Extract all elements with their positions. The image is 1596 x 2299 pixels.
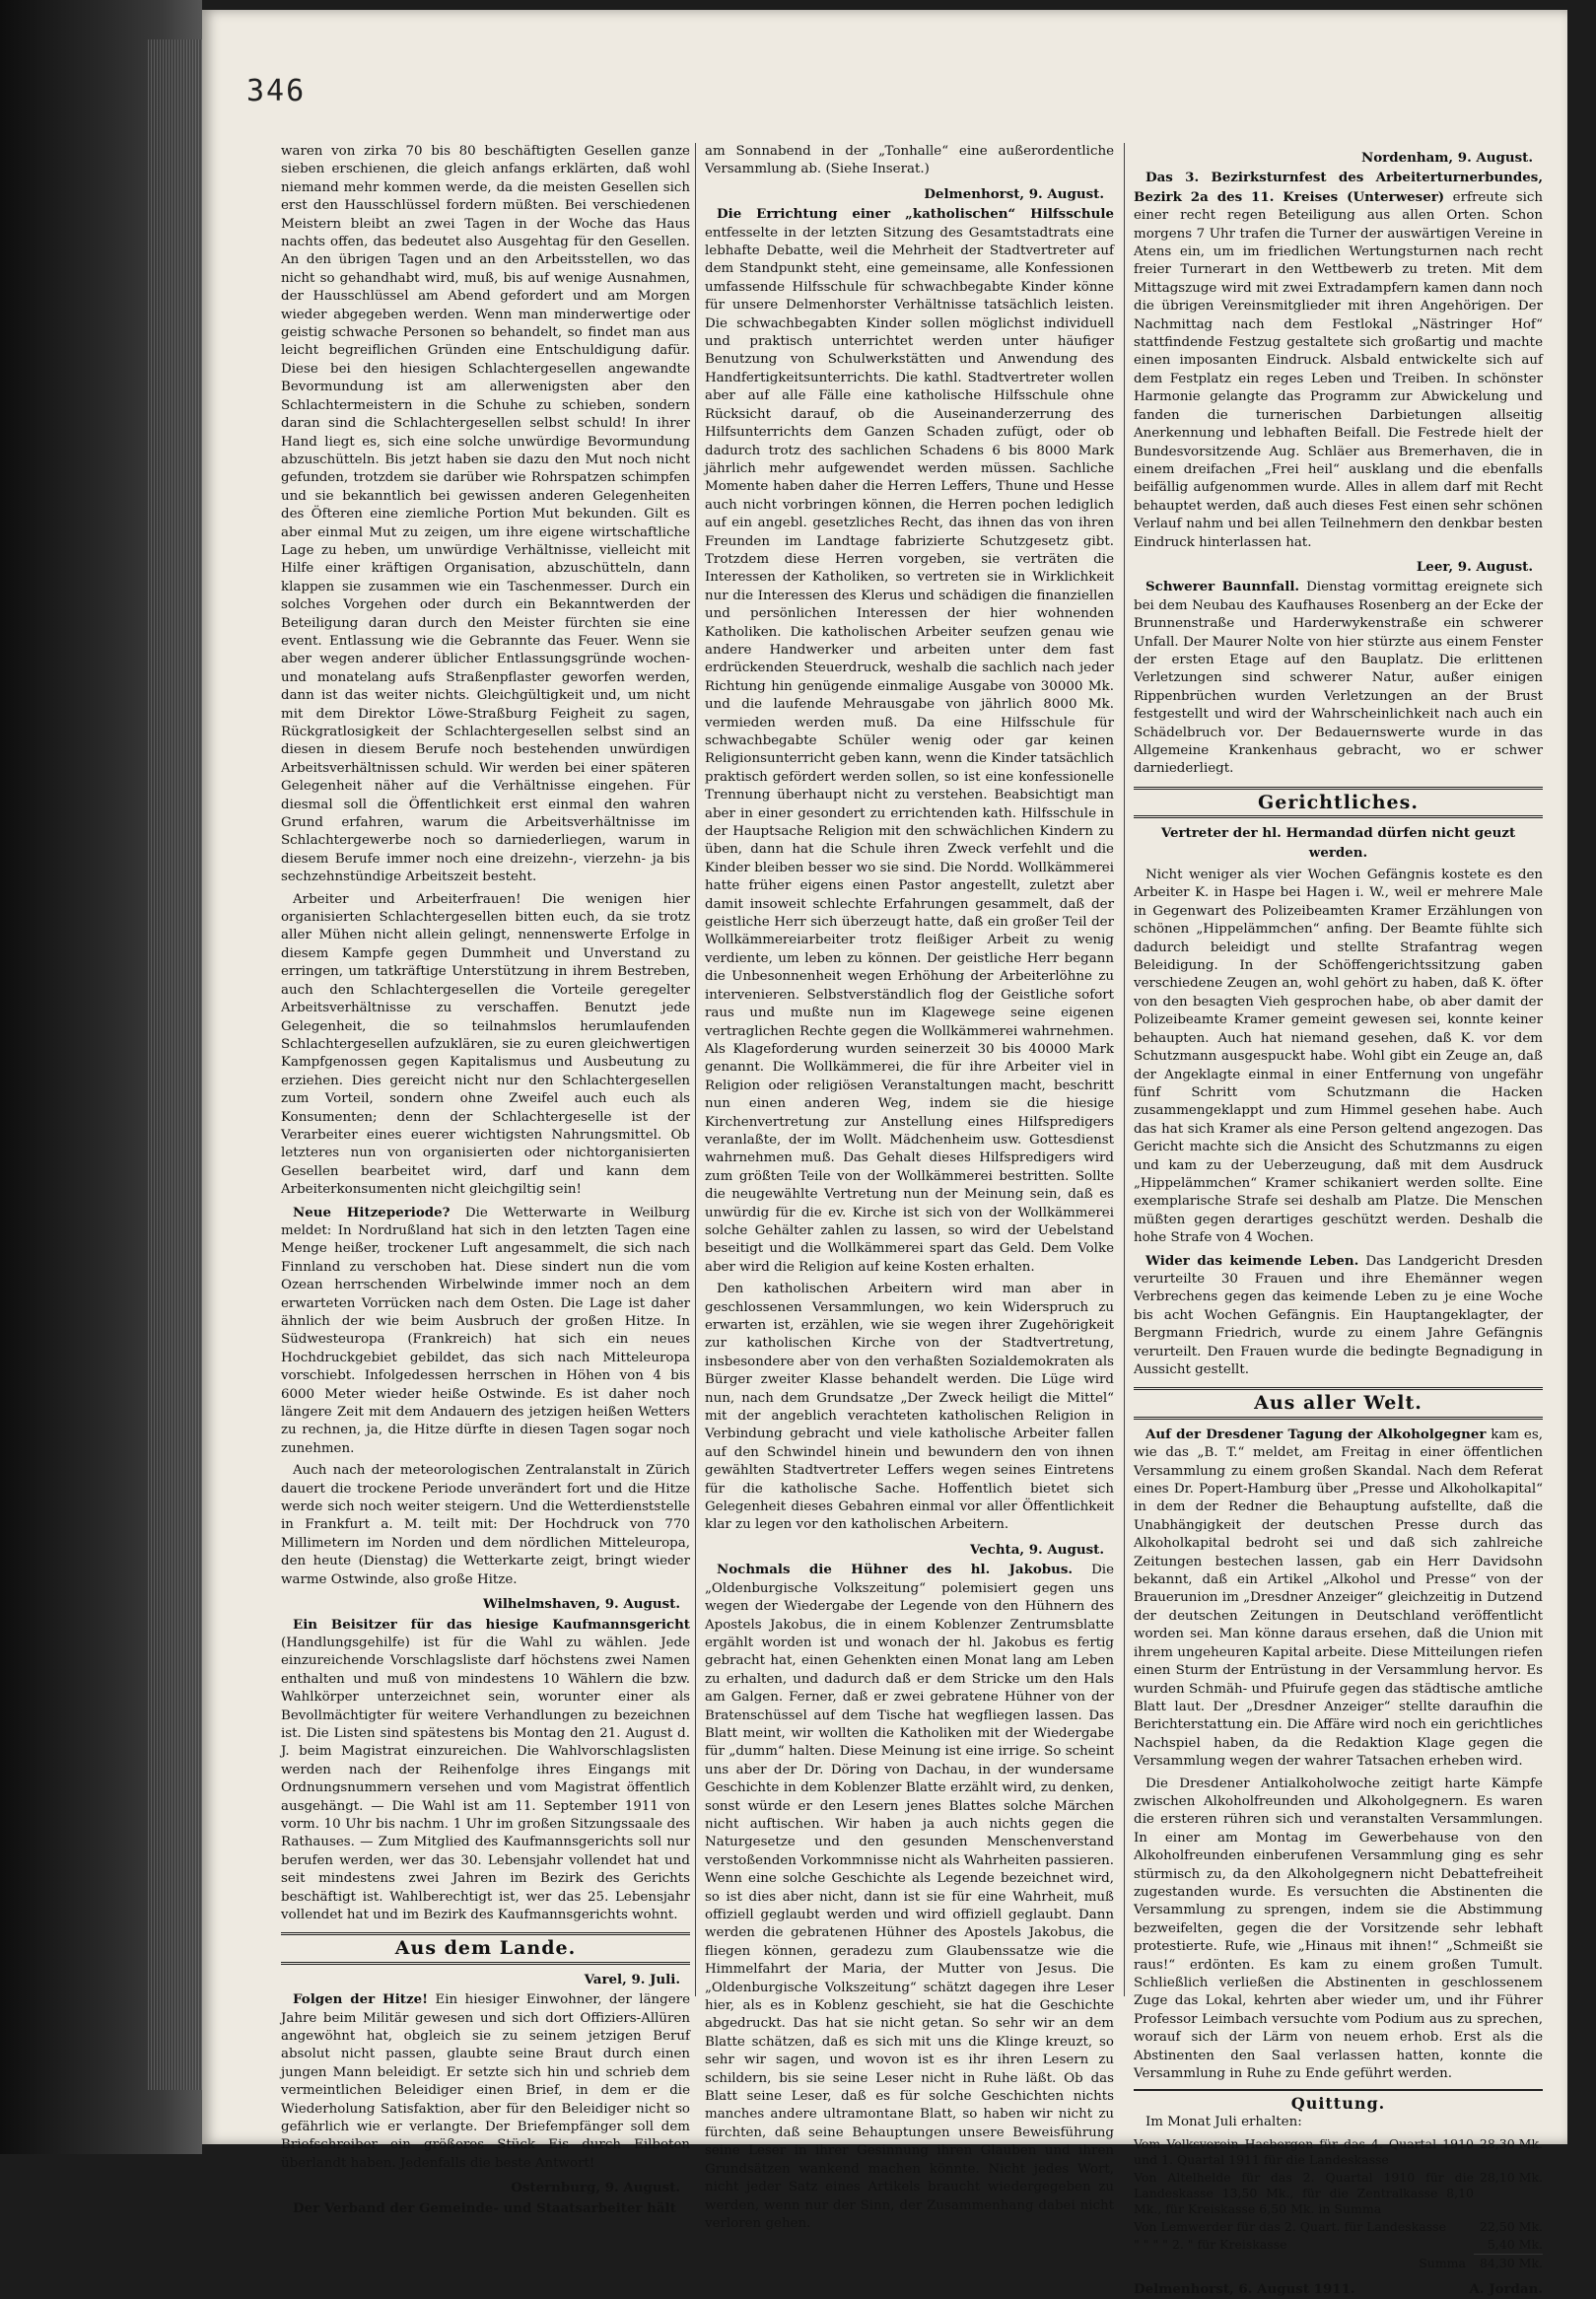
article-heading: Auf der Dresdener Tagung der Alkoholgegner (1145, 1426, 1487, 1442)
receipt-table (1134, 2135, 1543, 2272)
section-heading: Aus aller Welt. (1134, 1387, 1543, 1419)
page-number: 346 (246, 74, 307, 108)
dateline: Wilhelmshaven, 9. August. (482, 1596, 680, 1613)
article-text: Auch nach der meteorologischen Zentralanstalt in Zürich dauert die trockene Periode unverändert fort und die Hitze werde sich noch weiter steigern. Und die Wetterdienststelle in Frankfurt a. M. teilt mit: Der Hochdruck von 770 Millimetern im Norden und dem nördlichen Mitteleuropa, den heute (Dienstag) die Wetterkarte zeigt, bringt wieder warme Ostwinde, also große Hitze. (281, 1463, 690, 1587)
article-body: erfreute sich einer recht regen Beteiligung aus allen Orten. Schon morgens 7 Uhr trafen die Turner der auswärtigen Vereine in Atens ein, um im friedlichen Wertungsturnen nach recht freier Turnerart in den Wettbewerb zu treten. Mit dem Mittagszuge wird mit zwei Extradampfern kamen dann noch die übrigen Vereinsmitglieder mit ihren Angehörigen. Der Nachmittag nach dem Festlokal „Nästringer Hof“ stattfindende Festzug gestaltete sich großartig und machte einen imposanten Eindruck. Alsbald entwickelte sich auf dem Festplatz ein reges Leben und Treiben. In schönster Harmonie gelangte das Programm zur Abwickelung und fanden die turnerischen Darbietungen allseitig Anerkennung und lebhaften Beifall. Die Festrede hielt der Bundesvorsitzende Aug. Schläer aus Bremerhaven, die in einem dreifachen „Frei heil“ ausklang und die ebenfalls beifällig aufgenommen wurde. Alles in allem darf mit Recht behauptet werden, daß auch dieses Fest einen sehr schönen Verlauf nahm und bei allen Teilnehmern den denkbar besten Eindruck hinterlassen hat. (1134, 189, 1543, 550)
article-heading: Ein Beisitzer für das hiesige Kaufmannsgericht (293, 1616, 690, 1633)
article-text: Arbeiter und Arbeiterfrauen! Die wenigen hier organisierten Schlachtergesellen bitten euch, da sie trotz aller Mühen nicht allein gelingt, nennenswerte Erfolge in diesem Kampfe gegen Dummheit und Unverstand zu erringen, um tatkräftige Unterstützung in ihrem Bestreben, auch den Schlachtergesellen die Vorteile geregelter Arbeitsverhältnisse zu verschaffen. Benutzt jede Gelegenheit, die so teilnahmslos herumlaufenden Schlachtergesellen aufzuklären, sie zu euren gleichwertigen Kampfgenossen gegen Kapitalismus und Ausbeutung zu erziehen. Dies gereicht nicht nur den Schlachtergesellen zum Vorteil, sondern ohne Zweifel auch euch als Konsumenten; denn der Schlachtergeselle ist der Verarbeiter eines euerer wichtigsten Nahrungsmittel. Ob letzteres nun von organisierten oder nichtorganisierten Gesellen bearbeitet wird, darf und kann dem Arbeiterkonsumenten nicht gleichgiltig sein! (281, 891, 690, 1198)
article-body: Dienstag vormittag ereignete sich bei dem Neubau des Kaufhauses Rosenberg an der Ecke der Brunnenstraße und Harderwykenstraße ein schwerer Unfall. Der Maurer Nolte von hier stürzte aus einem Fenster der ersten Etage auf den Bauplatz. Die erlittenen Verletzungen sind schwerer Natur, außer einigen Rippenbrüchen wurden Verletzungen an der Brust festgestellt und wird der Wahrscheinlichkeit nach auch ein Schädelbruch vor. Der Bedauernswerte wurde in das Allgemeine Krankenhaus gebracht, wo er schwer darniederliegt. (1134, 580, 1544, 777)
article-body: entfesselte in der letzten Sitzung des Gesamtstadtrats eine lebhafte Debatte, weil die Mehrheit der Stadtvertreter auf dem Standpunkt steht, eine gemeinsame, alle Konfessionen umfassende Hilfsschule für schwachbegabte Kinder könne für unsere Delmenhorster Verhältnisse tatsächlich leisten. Die schwachbegabten Kinder sollen möglichst individuell und praktisch unterrichtet werden unter häufiger Benutzung von Schulwerkstätten und Anwendung des Handfertigkeitsunterrichts. Die kathl. Stadtvertreter wollen aber auf alle Fälle eine katholische Hilfsschule ohne Rücksicht darauf, ob die Auseinanderzerrung des Hilfsunterrichts dem Ganzen Schaden zufügt, oder ob dadurch trotz des sachlichen Schadens 6 bis 8000 Mark jährlich mehr aufgewendet werden müssen. Sachliche Momente haben daher die Herren Leffers, Thune und Hesse auch nicht vorbringen können, die Herren pochen lediglich auf ein angebl. gesetzliches Recht, das ihnen das von ihren Freunden im Landtage fabrizierte Schutzgesetz gibt. Trotzdem diese Herren vorgeben, sie verträten die Interessen der Katholiken, so vertreten sie in Wirklichkeit nur die Interessen des Klerus und schädigen die finanziellen und persönlichen Interessen der hier wohnenden Katholiken. Die katholischen Arbeiter seufzen genau wie andere Handwerker und arbeiten unter dem fast erdrückenden Steuerdruck, weshalb die sachlich nach jeder Richtung hin genügende einmalige Ausgabe von 30000 Mk. und die laufende Mehrausgabe von jährlich 8000 Mk. vermieden werden muß. Da eine Hilfsschule für schwachbegabte Schüler wenig oder gar keinen Religionsunterricht geben kann, wenn die Kinder tatsächlich praktisch gefördert werden sollen, so ist eine konfessionelle Trennung überhaupt nicht zu verstehen. Beabsichtigt man aber in einer gesondert zu errichtenden kath. Hilfsschule in der Hauptsache Religion mit den schwächlichen Kindern zu üben, dann hat die Schule ihren Zweck verfehlt und die Kinder bleiben besser wo sie sind. Die Nordd. Wollkämmerei hatte früher eigens einen Pastor angestellt, zuletzt aber damit insoweit schlechte Erfahrungen gesammelt, daß der geistliche Herr sich überzeugt hatte, daß ein großer Teil der Wollkämmereiarbeiter trotz fleißiger Arbeit zu wenig verdiente, um leben zu können. Der geistliche Herr begann die Unbesonnenheit wegen Erhöhung der Arbeiterlöhne zu intervenieren. Selbstverständlich flog der Geistliche sofort raus und mußte nun im Klagewege seine eigenen vertraglichen Rechte gegen die Wollkämmerei wahrnehmen. Als Klageforderung wurden seinerzeit 30 bis 40000 Mark genannt. Die Wollkämmerei, die für ihre Arbeiter viel in Religion oder religiösen Veranstaltungen macht, beschritt nun einen anderen Weg, indem sie die hiesige Kirchenvertretung zur Anstellung eines Hilfspredigers veranlaßte, der im Wollt. Mädchenheim usw. Gottesdienst wahrnehmen muß. Das Gehalt dieses Hilfspredigers wird zum größten Teile von der Wollkämmerei bestritten. Sollte die neugewählte Vertretung nun der Meinung sein, daß es unwürdig für die ev. Kirche ist sich von der Wollkämmerei solche Gehälter zahlen zu lassen, so wird der Uebelstand beseitigt und die Wollkämmerei spart das Geld. Dem Volke aber wird die Religion auf keine Kosten erhalten. (705, 225, 1114, 1275)
receipt-total-row (1134, 2255, 1543, 2273)
receipt-item: Von Altelhelde für das 2. Quartal 1910 für die Landeskasse 13,50 Mk., für die Zentralkasse 8,10 Mk., für Kreiskasse 6,50 Mk. in Summa (1134, 2170, 1474, 2217)
column-rule (1124, 143, 1125, 1996)
article-text: Den katholischen Arbeitern wird man aber in geschlossenen Versammlungen, wo kein Widerspruch zu erwarten ist, erzählen, wie sie wegen ihrer Zugehörigkeit zur katholischen Kirche von der Stadtvertretung, insbesondere aber von den verhaßten Sozialdemokraten als Bürger zweiter Klasse behandelt werden. Die Lüge wird nun, nach dem Grundsatze „Der Zweck heiligt die Mittel“ mit der angeblich verachteten katholischen Religion in Verbindung gebracht und viele katholische Arbeiter fallen auf den Schwindel hinein und bewundern den von ihnen gewählten Stadtvertreter Leffers wegen seines Eintretens für die katholische Sache. Hoffentlich bietet sich Gelegenheit dieses Gebahren einmal vor aller Öffentlichkeit klar zu legen vor den katholischen Arbeitern. (705, 1282, 1114, 1533)
receipt-item: Von Lemwerder für das 2. Quart. für Landeskasse (1134, 2219, 1446, 2235)
article-text (281, 1616, 690, 1925)
receipt-item: Vom Volksverein Hasbergen für das 4. Quartal 1910 und 1. Quartal 1911 für die Landeskasse (1134, 2136, 1474, 2168)
receipt-row (1134, 2169, 1543, 2218)
article-body: Die Wetterwarte in Weilburg meldet: In Nordrußland hat sich in den letzten Tagen eine Menge heißer, trockener Luft angesammelt, die sich nach Finnland zu verschoben hat. Diese sindert nun die vom Ozean herrschenden Wirbelwinde immer noch an dem erwarteten Vorrücken nach dem Osten. Die Lage ist daher ähnlich der wie beim Ausbruch der großen Hitze. In Südwesteuropa (Frankreich) hat sich ein neues Hochdruckgebiet gebildet, das sich nach Mitteleuropa vorschiebt. Infolgedessen herrschen in Höhen von 4 bis 6000 Meter wieder heiße Ostwinde. Es ist daher noch längere Zeit mit dem Andauern des jetzigen heißen Wetters zu rechnen, ja, die Hitze dürfte in diesen Tagen sogar noch zunehmen. (281, 1205, 690, 1456)
article-text (1134, 1426, 1543, 1772)
article-text (281, 2199, 690, 2218)
receipt-amount: 5,40 Mk. (1487, 2237, 1543, 2253)
article-heading: Der Verband der Gemeinde- und Staatsarbeiter hält (293, 2199, 676, 2216)
article-heading: Wider das keimende Leben. (1145, 1252, 1359, 1269)
article-heading: Schwerer Baunnfall. (1145, 579, 1300, 595)
dateline: Vechta, 9. August. (969, 1541, 1104, 1558)
receipt-item: " " " " 2. " für Kreiskasse (1134, 2237, 1287, 2253)
dateline: Nordenham, 9. August. (1361, 150, 1533, 166)
receipt-signatory: A. Jordan. (1469, 2281, 1543, 2298)
receipt-row (1134, 2135, 1543, 2169)
article-body: kam es, wie das „B. T.“ meldet, am Freitag in einer öffentlichen Versammlung zu einem großen Skandal. Nach dem Referat eines Dr. Popert-Hamburg über „Presse und Alkoholkapital“ in dem der Redner die Behauptung aufstellte, daß die Unabhängigkeit der deutschen Presse durch das Alkoholkapital bedroht sei und daß sich zahlreiche Zeitungen bestechen lassen, gab ein Herr Davidsohn bekannt, daß ein Artikel „Alkohol und Presse“ von der Brauerunion im „Dresdner Anzeiger“ gleichzeitig in Dutzend der deutschen Zeitungen in Deutschland veröffentlicht worden sei. Man könne daraus ersehen, daß die Union mit ihrem ungeheuren Kapital arbeite. Diese Mitteilungen riefen einen Sturm der Entrüstung in der Versammlung hervor. Es wurden Schmäh- und Pfuirufe gegen das städtische amtliche Blatt laut. Der „Dresdner Anzeiger“ stellte daraufhin die Berichterstattung ein. Die Affäre wird noch ein gerichtliches Nachspiel haben, da die Redaktion Klage gegen die Versammlung wegen der wahrer Tatsachen erheben wird. (1134, 1427, 1543, 1770)
section-heading: Gerichtliches. (1134, 787, 1543, 818)
receipt-intro: Im Monat Juli erhalten: (1145, 2114, 1302, 2129)
receipt-amount: 28,30 Mk. (1479, 2136, 1543, 2152)
article-text (705, 1561, 1114, 2233)
receipt-signature (1134, 2280, 1543, 2298)
article-text (281, 1990, 690, 2173)
column-2 (705, 143, 1114, 2237)
article-text: am Sonnabend in der „Tonhalle“ eine außerordentliche Versammlung ab. (Siehe Inserat.) (705, 144, 1114, 177)
article-text (705, 205, 1114, 1277)
receipt-amount: 22,50 Mk. (1479, 2219, 1543, 2235)
section-heading: Aus dem Lande. (281, 1932, 690, 1964)
newspaper-page (202, 10, 1567, 2298)
receipt-total: 84,30 Mk. (1474, 2255, 1543, 2273)
article-body: (Handlungsgehilfe) ist für die Wahl zu wählen. Jede einzureichende Vorschlagsliste darf höchstens zwei Namen enthalten und muß von mindestens 10 Wählern die bzw. Wahlkörper unterzeichnet sein, worunter einer als Bevollmächtigter für weitere Verhandlungen zu bezeichnen ist. Die Listen sind spätestens bis Montag den 21. August d. J. beim Magistrat einzureichen. Die Wahlvorschlagslisten werden nach der Reihenfolge ihres Eingangs mit Ordnungsnummern versehen und vom Magistrat öffentlich ausgehängt. — Die Wahl ist am 11. September 1911 von vorm. 10 Uhr bis nachm. 1 Uhr im großen Sitzungssaale des Rathauses. — Zum Mitglied des Kaufmannsgerichts soll nur berufen werden, wer das 30. Lebensjahr vollendet hat und seit mindestens zwei Jahren im Bezirk des Gerichts beschäftigt ist. Wahlberechtigt ist, wer das 25. Lebensjahr vollendet hat und im Bezirk des Kaufmannsgerichts wohnt. (281, 1635, 690, 1922)
article-text: Die Dresdener Antialkoholwoche zeitigt harte Kämpfe zwischen Alkoholfreunden und Alkoholgegnern. Es waren die ersteren rühren sich und veranstalten Versammlungen. In einer am Montag im Gewerbehause von den Alkoholfreunden einberufenen Versammlung ging es sehr stürmisch zu, da den Alkoholgegnern nicht Debattefreiheit zugestanden wurde. Es versuchten die Abstinenten die Versammlung zu sprengen, indem sie die Abstimmung bezweifelten, gegen die der Vorsitzende sehr lebhaft protestierte. Rufe, wie „Hinaus mit ihnen!“ „Schmeißt sie raus!“ erdönten. Es kam zu einem großen Tumult. Schließlich verließen die Abstinenten in geschlossenem Zuge das Lokal, kehrten aber wieder um, und ihr Führer Professor Leimbach versuchte vom Podium aus zu sprechen, worauf sich der Lärm von neuem erhob. Erst als die Abstinenten den Saal verlassen hatten, konnte die Versammlung in Ruhe zu Ende geführt werden. (1134, 1776, 1543, 2082)
article-text (281, 1204, 690, 1459)
article-text (1134, 578, 1543, 778)
receipt-heading: Quittung. (1134, 2089, 1543, 2113)
dateline: Leer, 9. August. (1416, 558, 1533, 575)
column-rule (695, 143, 696, 1996)
article-heading: Die Errichtung einer „katholischen“ Hilfsschule (717, 206, 1114, 223)
receipt-row (1134, 2218, 1543, 2236)
article-text: waren von zirka 70 bis 80 beschäftigten Gesellen ganze sieben erschienen, die gleich anfangs erklärten, daß wohl niemand mehr kommen werde, da die meisten Gesellen sich erst den Hausschlüssel fordern müßten. Bei verschiedenen Meistern bleibt an zwei Tagen in der Woche das Haus nachts offen, das bedeutet also Ausgehtag für den Gesellen. An den übrigen Tagen und an den Arbeitsstellen, wo das nicht so gehandhabt wird, muß, bis auf wenige Ausnahmen, der Hausschlüssel am Abend gefordert und am Morgen wieder abgegeben werden. Wenn man minderwertige oder geistig schwache Personen so behandelt, so findet man aus leicht begreiflichen Gründen eine Entschuldigung dafür. Diese bei den hiesigen Schlachtergesellen angewandte Bevormundung ist am allerwenigsten aber den Schlachtermeistern in die Schuhe zu schieben, sondern daran sind die Schlachtergesellen selbst schuld! In ihrer Hand liegt es, sich eine solche unwürdige Bevormundung abzuschütteln. Bis jetzt haben sie dazu den Mut noch nicht gefunden, trotzdem sie darüber wie Rohrspatzen schimpfen und sie bekanntlich bei gewissen anderen Gelegenheiten des Öfteren eine ziemliche Portion Mut bekunden. Gilt es aber einmal Mut zu zeigen, um ihre eigene wirtschaftliche Lage zu heben, um unwürdige Verhältnisse, vielleicht mit Hilfe einer kräftigen Organisation, abzuschütteln, dann klappen sie zusammen wie ein Taschenmesser. Durch ein solches Vorgehen oder durch ein Bekanntwerden der Beteiligung daran durch den Meister fürchten sie eine event. Entlassung wie die Gebrannte das Feuer. Wenn sie aber wegen anderer üblicher Entlassungsgründe wochen- und monatelang aufs Straßenpflaster geworfen werden, dann ist das weiter nichts. Gleichgültigkeit und, um nicht mit dem Direktor Löwe-Straßburg Feigheit zu sagen, Rückgratlosigkeit der Schlachtergesellen selbst sind an diesen in diesem Berufe noch bestehenden unwürdigen Arbeitsverhältnissen schuld. Wir werden bei einer späteren Gelegenheit näher auf die Verhältnisse eingehen. Für diesmal soll die Öffentlichkeit erst einmal den wahren Grund erfahren, warum die Arbeitsverhältnisse im Schlachtergewerbe noch so darniederliegen, warum in diesem Berufe immer noch eine dreizehn-, vierzehn- ja bis sechzehnstündige Arbeitszeit besteht. (281, 144, 690, 885)
article-heading: Neue Hitzeperiode? (293, 1204, 451, 1220)
column-1 (281, 143, 690, 2222)
dateline: Osternburg, 9. August. (511, 2180, 680, 2196)
receipt-place-date: Delmenhorst, 6. August 1911. (1134, 2281, 1355, 2298)
column-3 (1134, 143, 1543, 2299)
receipt-total-label: Summa (1419, 2255, 1466, 2270)
article-text: Nicht weniger als vier Wochen Gefängnis kostete es den Arbeiter K. in Haspe bei Hagen i. W., weil er mehrere Male in Gegenwart des Polizeibeamten Kramer Erzählungen von schönen „Hippelämmchen“ anfing. Der Beamte fühlte sich dadurch beleidigt und stellte Strafantrag wegen Beleidigung. In der Schöffengerichtssitzung gaben verschiedene Zeugen an, wohl gehört zu haben, daß K. öfter von den besagten Vieh gesprochen habe, ob aber damit der Polizeibeamte Kramer gemeint gewesen sei, konnte keiner behaupten. Auch hat niemand gesehen, daß K. vor dem Schutzmann ausgespuckt habe. Wohl gibt ein Zeuge an, daß der Angeklagte einmal in einer Entfernung von ungefähr fünf Schritt vom Schutzmann die Hacken zusammengeklappt und zum Himmel gesehen habe. Auch das hat sich Kramer als eine Person geltend angezogen. Das Gericht machte sich die Ansicht des Schutzmanns zu eigen und kam zu der Ueberzeugung, daß mit dem Ausdruck „Hippelämmchen“ Kramer schikaniert werden sollte. Eine exemplarische Strafe sei deshalb am Platze. Die Menschen müßten gegen derartiges geschützt werden. Deshalb die hohe Strafe von 4 Wochen. (1134, 868, 1543, 1246)
article-heading: Das 3. Bezirksturnfest des Arbeiterturnerbundes, Bezirk 2a des 11. Kreises (Unterweser) (1134, 170, 1543, 205)
article-heading: Folgen der Hitze! (293, 1991, 428, 2008)
page-edges (148, 39, 202, 2090)
article-body: Ein hiesiger Einwohner, der längere Jahre beim Militär gewesen und sich dort Offiziers-Allüren angewöhnt hat, obgleich sie zu seinem jetzigen Beruf absolut nicht passen, glaubte seine Braut durch einen jungen Mann beleidigt. Er setzte sich hin und schrieb dem vermeintlichen Beleidiger einen Brief, in dem er die Wiederholung Satisfaktion, aber für den Beleidiger nicht so gefährlich wie er verlangte. Der Briefempfänger soll dem Briefschreiber ein größeres Stück Eis durch Eilboten überlandt haben. Jedenfalls die beste Antwort! (281, 1992, 690, 2171)
article-text (1134, 1252, 1543, 1380)
article-text (1134, 169, 1543, 552)
article-body: Das Landgericht Dresden verurteilte 30 Frauen und ihre Ehemänner wegen Verbrechens gegen das keimende Leben zu je eine Woche bis acht Wochen Gefängnis. Ein Hauptangeklagter, der Bergmann Friedrich, wurde zu einem Jahre Gefängnis verurteilt. Den Frauen wurde die bedingte Begnadigung in Aussicht gestellt. (1134, 1253, 1543, 1377)
article-heading: Nochmals die Hühner des hl. Jakobus. (717, 1562, 1074, 1578)
dateline: Varel, 9. Juli. (584, 1971, 680, 1987)
article-text (1134, 824, 1543, 863)
receipt-amount: 28,10 Mk. (1479, 2170, 1543, 2186)
article-body: Die „Oldenburgische Volkszeitung“ polemisiert gegen uns wegen der Wiedergabe der Legende von den Hühnern des Apostels Jakobus, die in einem Koblenzer Zentrumsblatte ergählt worden ist und wonach der hl. Jakobus es fertig gebracht hat, einen Gehenkten einen Monat lang am Leben zu erhalten, und dadurch daß er dem Stricke um den Hals am Galgen. Ferner, daß er zwei gebratene Hühner von der Bratenschüssel auf dem Tische hat wegfliegen lassen. Das Blatt meint, wir wollten die Katholiken mit der Wiedergabe für „dumm“ halten. Diese Meinung ist eine irrige. So scheint uns aber der Dr. Döring von Dachau, in der wundersame Geschichte in dem Koblenzer Blatte erzählt wird, zu denken, sonst würde er den Lesern jenes Blattes solche Märchen nicht auftischen. Wir haben ja auch nichts gegen die Naturgesetze und den gesunden Menschenverstand verstoßenden Vorkommnisse nicht als Wahrheiten passieren. Wenn eine solche Geschichte als Legende bezeichnet wird, so ist dies aber nicht, dann ist sie für eine Wahrheit, muß offiziell geglaubt werden und wird offiziell geglaubt. Dann werden die gebratenen Hühner des Apostels Jakobus, die fliegen können, geradezu zum Glaubenssatze wie die Himmelfahrt der Maria, der Mutter von Jesus. Die „Oldenburgische Volkszeitung“ schätzt dagegen ihre Leser hier, als es in Koblenz geschieht, sie hat die Geschichte abgedruckt. Das hat sie nicht getan. So sehr wir an dem Blatte schätzen, daß es sich mit uns die Klinge kreuzt, so sehr wir sagen, und wovon ist es ihr ihren Lesern zu schildern, bis sie seine Leser nicht in Ruhe läßt. Ob das Blatt seine Leser, daß es für solche Geschichten nichts manches andere ultramontane Blatt, so haben wir nicht zu fürchten, daß seine Behauptungen unsere Beweisführung seine Leser in ihrer Gesinnung ihren Glauben und ihren Grundsätzen wankend machen könnte. Nicht jedes Wort, nicht jeder Satz eines Artikels braucht wiedergegeben zu werden, wenn nur der Sinn, der Zusammenhang dabei nicht verloren gehen. (705, 1563, 1115, 2231)
receipt-row (1134, 2236, 1543, 2255)
article-heading: Vertreter der hl. Hermandad dürfen nicht geuzt werden. (1160, 825, 1516, 861)
dateline: Delmenhorst, 9. August. (924, 185, 1104, 202)
